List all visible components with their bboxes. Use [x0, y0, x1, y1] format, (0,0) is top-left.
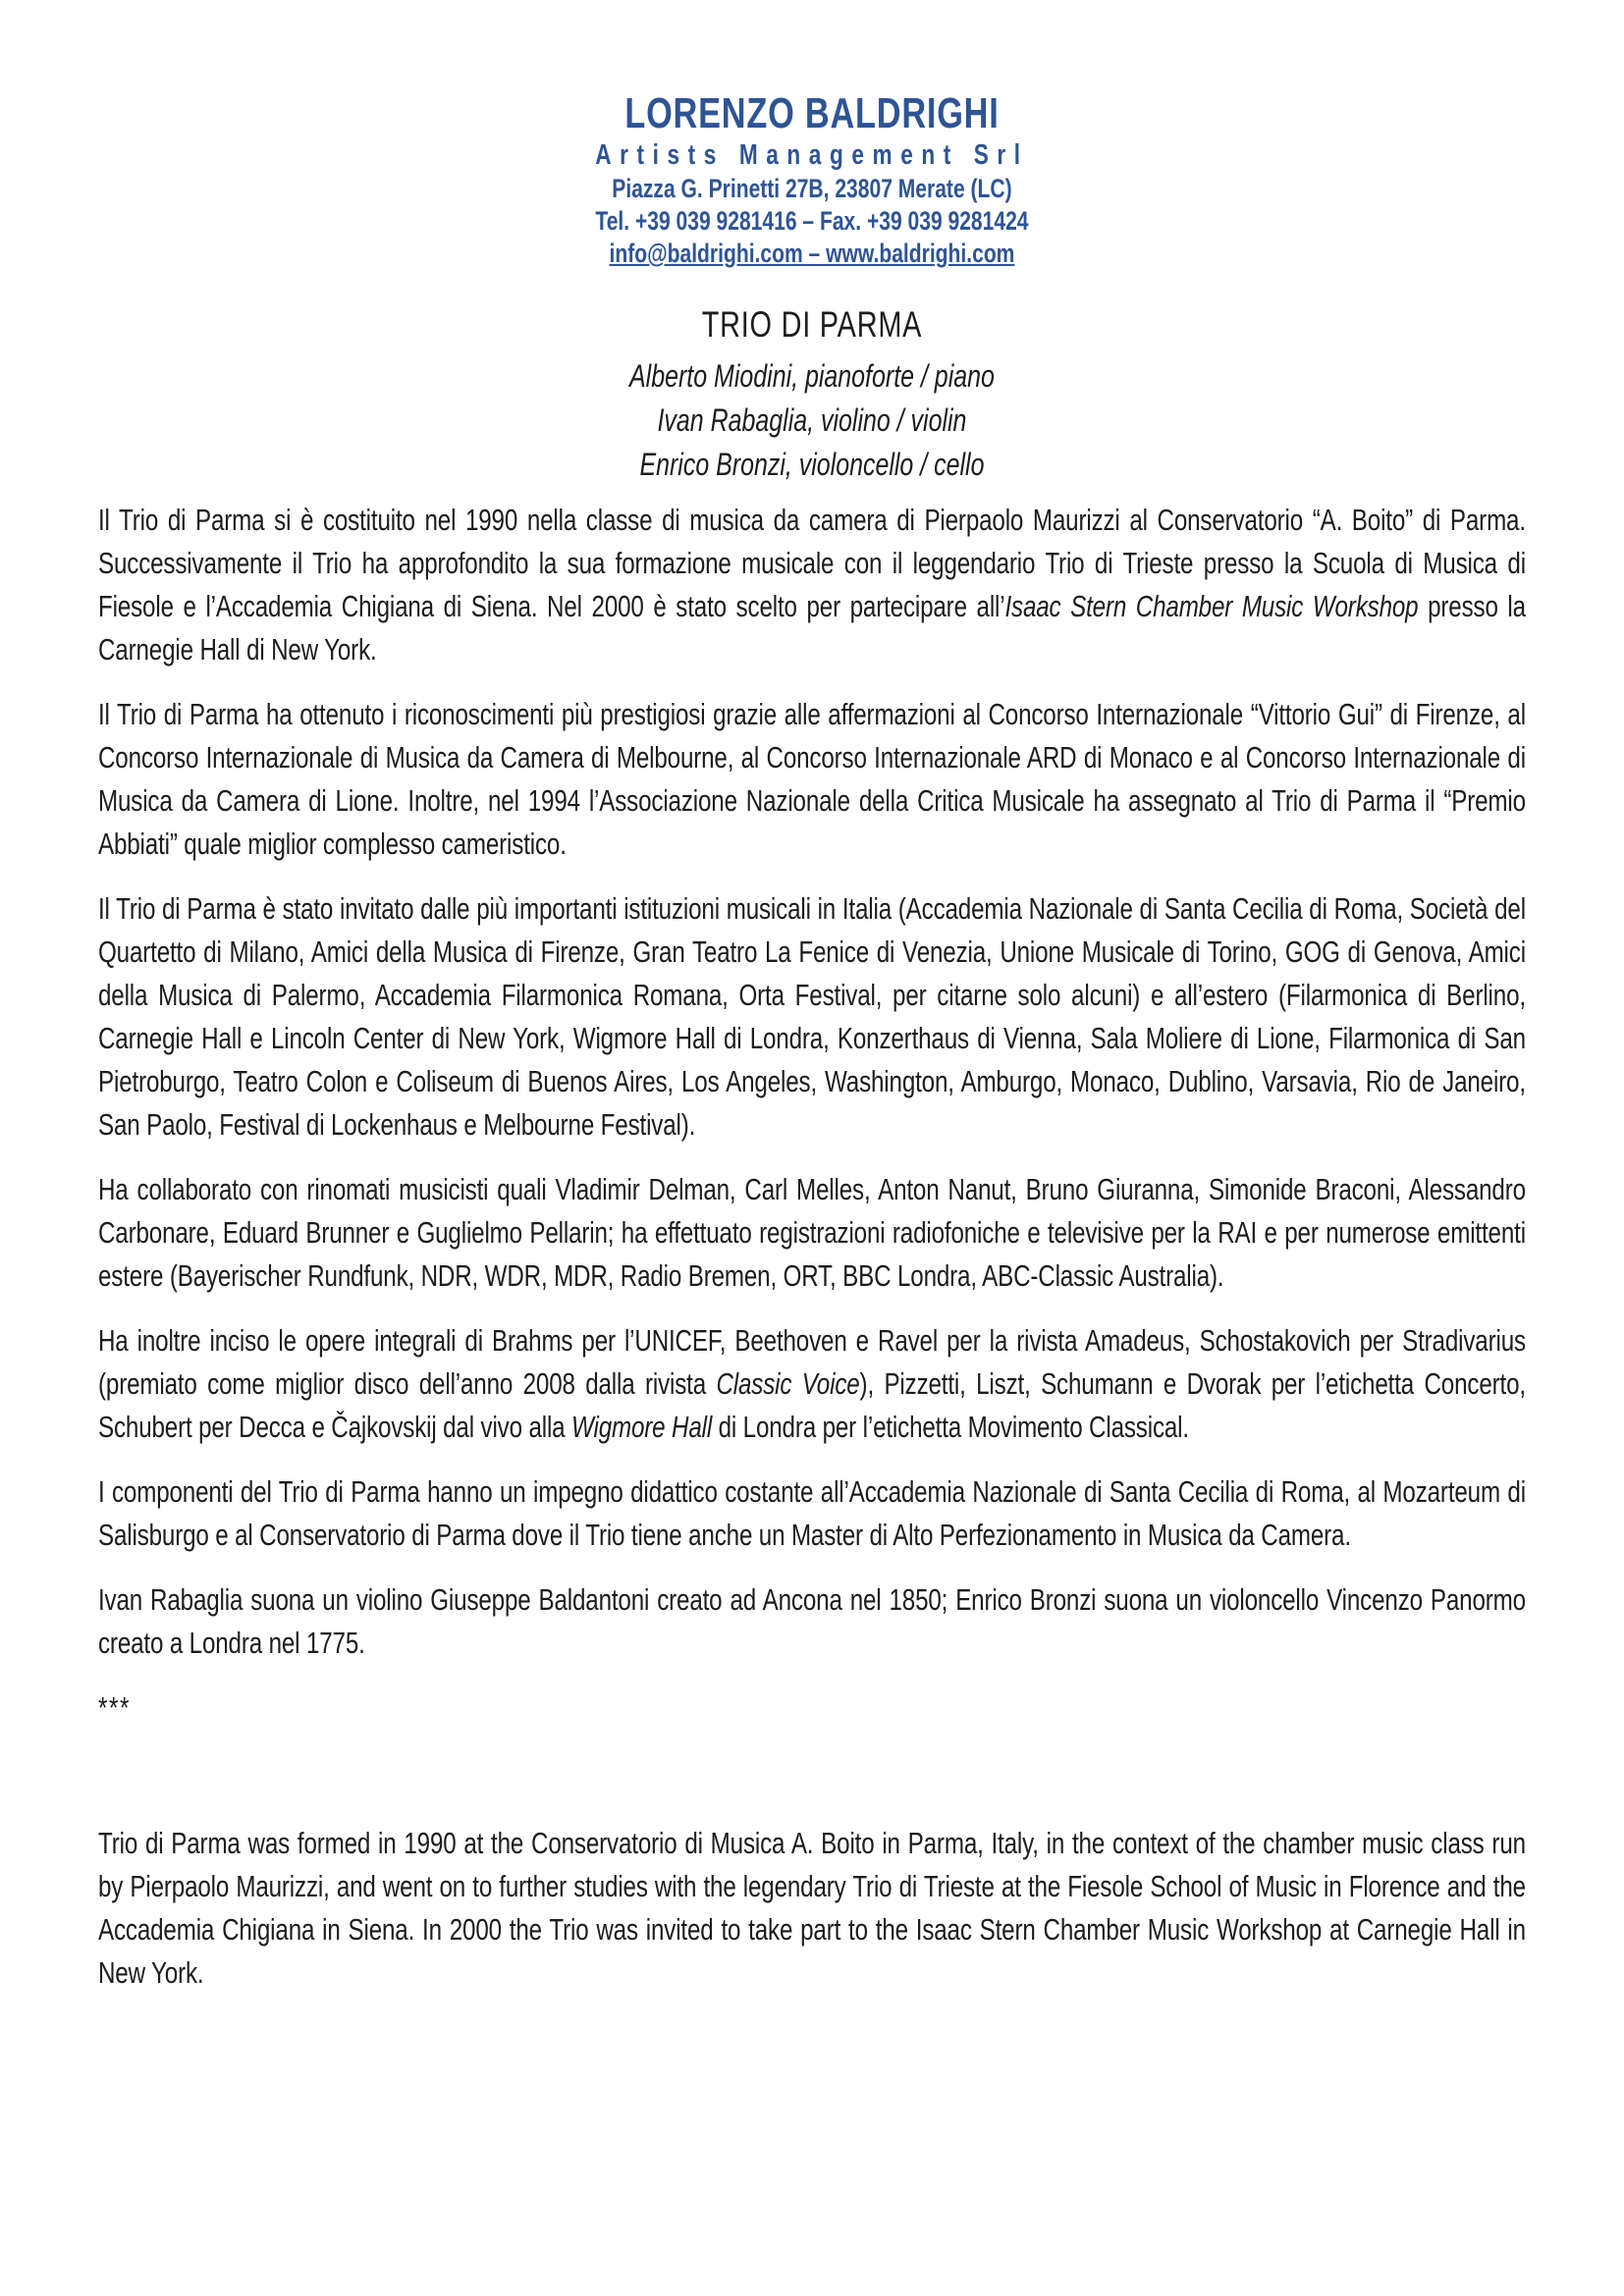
- letterhead-phone-fax: Tel. +39 039 9281416 – Fax. +39 039 9281424: [595, 206, 1029, 236]
- paragraph: [98, 693, 1526, 866]
- italic-text-run: Wigmore Hall: [571, 1410, 713, 1444]
- letterhead-company-name: LORENZO BALDRIGHI: [624, 89, 1000, 137]
- text-run: Ivan Rabaglia suona un violino Giuseppe Baldantoni creato ad Ancona nel 1850; Enrico Bronzi suona un violoncello Vincenzo Panormo creato a Londra nel 1775.: [98, 1582, 1526, 1660]
- text-run: presso la Carnegie Hall di New York.: [98, 589, 1526, 667]
- text-run: Il Trio di Parma ha ottenuto i riconoscimenti più prestigiosi grazie alle affermazioni al Concorso Internazionale “Vittorio Gui” di Firenze, al Concorso Internazionale di Musica da Camera di Melbourne, al Concorso Internazionale ARD di Monaco e al Concorso Internazionale di Musica da Camera di Lione. Inoltre, nel 1994 l’Associazione Nazionale della Critica Musicale ha assegnato al Trio di Parma il “Premio Abbiati” quale miglior complesso cameristico.: [98, 697, 1526, 861]
- members-list: [98, 354, 1526, 487]
- letterhead-email-website-link[interactable]: info@baldrighi.com – www.baldrighi.com: [609, 239, 1015, 268]
- paragraph: [98, 1470, 1526, 1557]
- italic-text-run: Isaac Stern Chamber Music Workshop: [1004, 589, 1419, 623]
- italic-text-run: Classic Voice: [716, 1366, 860, 1401]
- document-content: [98, 90, 1526, 1995]
- member-line-cello: Enrico Bronzi, violoncello / cello: [639, 447, 985, 482]
- text-run: Il Trio di Parma è stato invitato dalle più importanti istituzioni musicali in Italia (Accademia Nazionale di Santa Cecilia di Roma, Società del Quartetto di Milano, Amici della Musica di Firenze, Gran Teatro La Fenice di Venezia, Unione Musicale di Torino, GOG di Genova, Amici della Musica di Palermo, Accademia Filarmonica Romana, Orta Festival, per citarne solo alcuni) e all’estero (Filarmonica di Berlino, Carnegie Hall e Lincoln Center di New York, Wigmore Hall di Londra, Konzerthaus di Vienna, Sala Moliere di Lione, Filarmonica di San Pietroburgo, Teatro Colon e Coliseum di Buenos Aires, Los Angeles, Washington, Amburgo, Monaco, Dublino, Varsavia, Rio de Janeiro, San Paolo, Festival di Lockenhaus e Melbourne Festival).: [98, 891, 1526, 1142]
- biography-italian: [98, 499, 1526, 1665]
- paragraph: [98, 1319, 1526, 1449]
- paragraph: [98, 499, 1526, 671]
- member-line-piano: Alberto Miodini, pianoforte / piano: [629, 358, 995, 394]
- paragraph: [98, 1578, 1526, 1665]
- text-run: di Londra per l’etichetta Movimento Classical.: [712, 1410, 1189, 1444]
- letterhead-address: Piazza G. Prinetti 27B, 23807 Merate (LC): [612, 174, 1012, 203]
- paragraph: [98, 887, 1526, 1147]
- paragraph: [98, 1168, 1526, 1298]
- text-run: Ha inoltre inciso le opere integrali di Brahms per l’UNICEF, Beethoven e Ravel per la rivista Amadeus, Schostakovich per Stradivarius (premiato come miglior disco dell’anno 2008 dalla rivista: [98, 1323, 1526, 1401]
- text-run: Ha collaborato con rinomati musicisti quali Vladimir Delman, Carl Melles, Anton Nanut, Bruno Giuranna, Simonide Braconi, Alessandro Carbonare, Eduard Brunner e Guglielmo Pellarin; ha effettuato registrazioni radiofoniche e televisive per la RAI e per numerose emittenti estere (Bayerischer Rundfunk, NDR, WDR, MDR, Radio Bremen, ORT, BBC Londra, ABC-Classic Australia).: [98, 1172, 1526, 1293]
- text-run: ), Pizzetti, Liszt, Schumann e Dvorak per l’etichetta Concerto, Schubert per Decca e Čajkovskij dal vivo alla: [98, 1366, 1526, 1444]
- text-run: I componenti del Trio di Parma hanno un impegno didattico costante all’Accademia Nazionale di Santa Cecilia di Roma, al Mozarteum di Salisburgo e al Conservatorio di Parma dove il Trio tiene anche un Master di Alto Perfezionamento in Musica da Camera.: [98, 1474, 1526, 1552]
- biography-english: [98, 1822, 1526, 1995]
- title-block: [98, 303, 1526, 487]
- text-run: Il Trio di Parma si è costituito nel 1990 nella classe di musica da camera di Pierpaolo Maurizzi al Conservatorio “A. Boito” di Parma. Successivamente il Trio ha approfondito la sua formazione musicale con il leggendario Trio di Trieste presso la Scuola di Musica di Fiesole e l’Accademia Chigiana di Siena. Nel 2000 è stato scelto per partecipare all’: [98, 503, 1526, 623]
- paragraph: [98, 1822, 1526, 1995]
- letterhead: [98, 90, 1526, 270]
- letterhead-subtitle: Artists Management Srl: [595, 139, 1029, 171]
- section-separator: ***: [98, 1690, 131, 1725]
- document-title: TRIO DI PARMA: [701, 304, 923, 345]
- member-line-violin: Ivan Rabaglia, violino / violin: [657, 402, 967, 438]
- text-run: Trio di Parma was formed in 1990 at the Conservatorio di Musica A. Boito in Parma, Italy, in the context of the chamber music class run by Pierpaolo Maurizzi, and went on to further studies with the legendary Trio di Trieste at the Fiesole School of Music in Florence and the Accademia Chigiana in Siena. In 2000 the Trio was invited to take part to the Isaac Stern Chamber Music Workshop at Carnegie Hall in New York.: [98, 1826, 1526, 1990]
